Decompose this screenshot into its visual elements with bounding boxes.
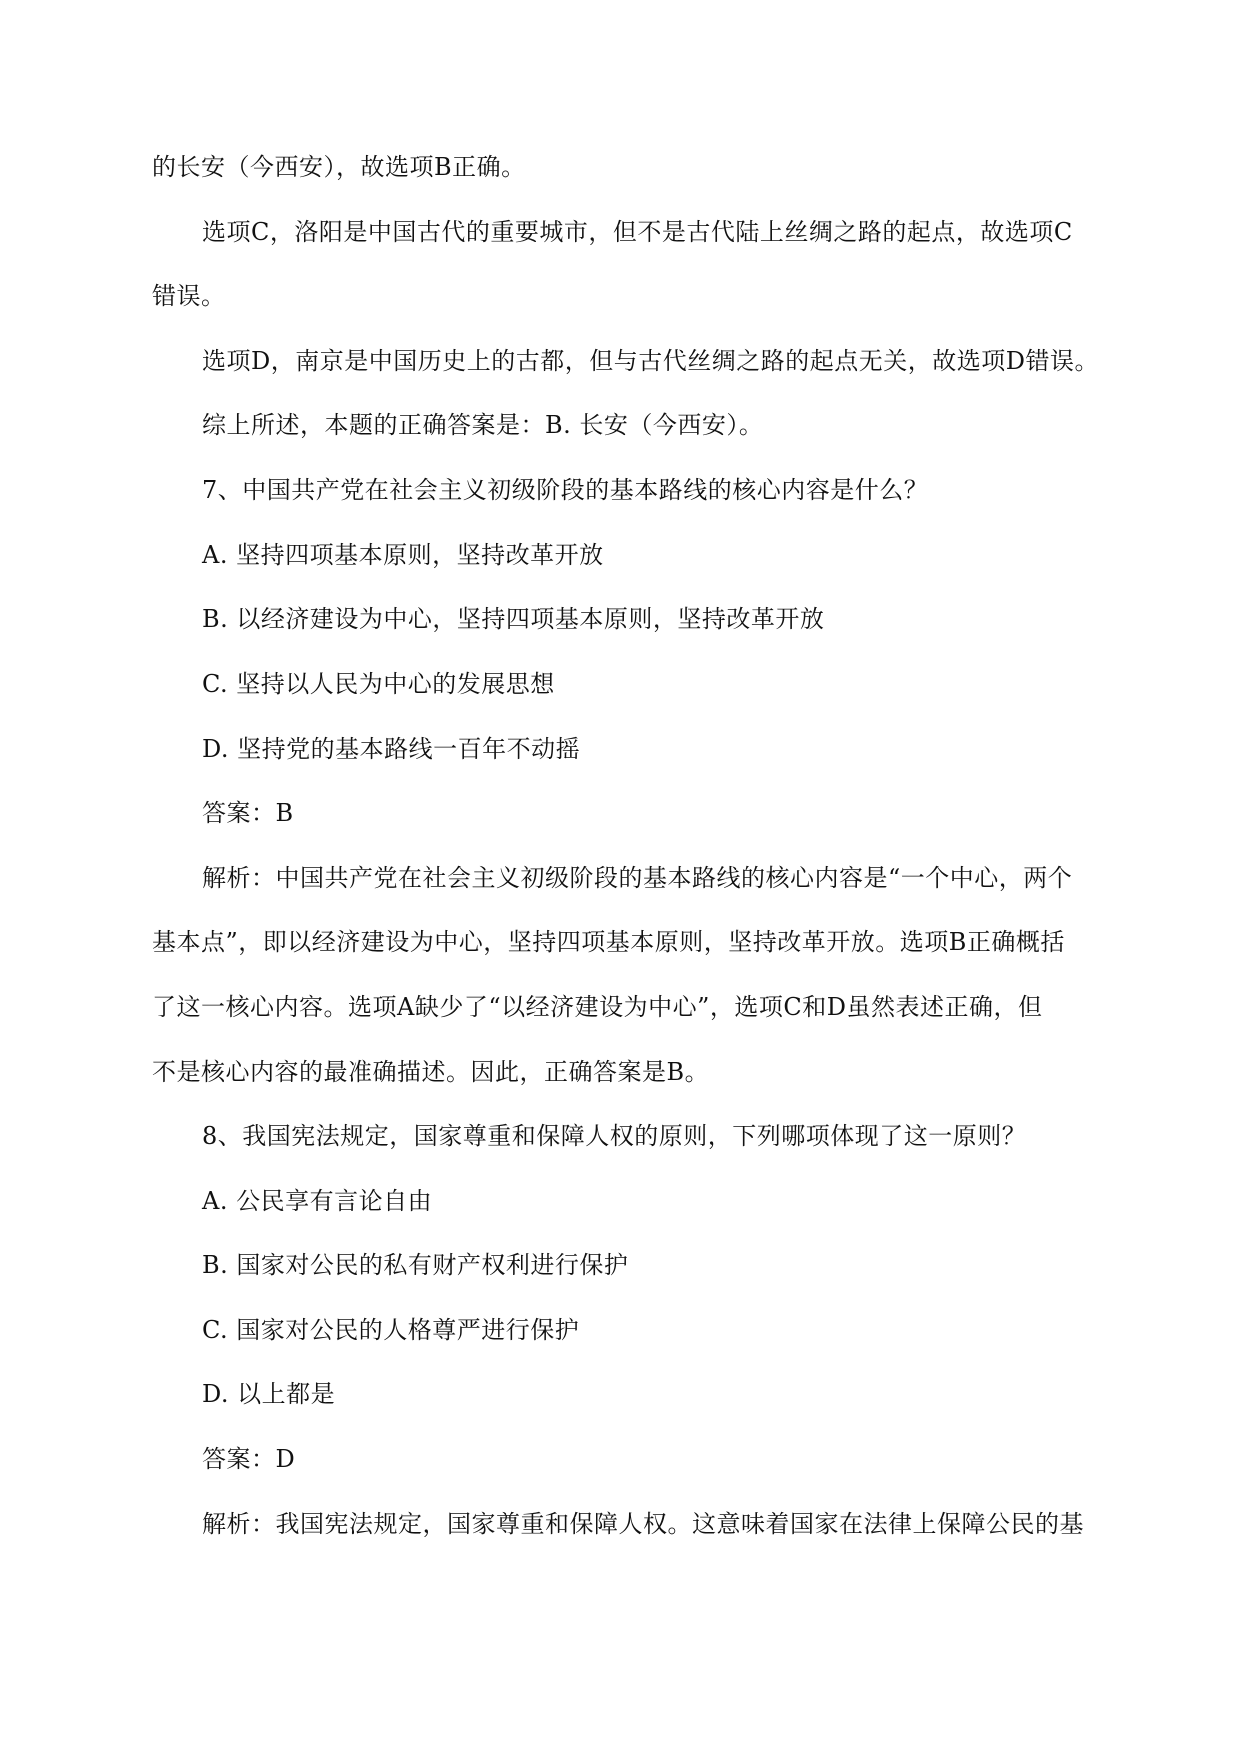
text-line-5: 综上所述，本题的正确答案是：B. 长安（今西安）。 <box>202 411 764 439</box>
question-8-option-c: C. 国家对公民的人格尊严进行保护 <box>202 1316 580 1344</box>
question-7-option-b: B. 以经济建设为中心，坚持四项基本原则，坚持改革开放 <box>202 605 825 633</box>
text-line-2: 选项C，洛阳是中国古代的重要城市，但不是古代陆上丝绸之路的起点，故选项C <box>202 218 1073 246</box>
question-7-analysis-line-4: 不是核心内容的最准确描述。因此，正确答案是B。 <box>152 1058 710 1086</box>
question-8-option-a: A. 公民享有言论自由 <box>202 1187 433 1215</box>
question-7-analysis-line-2: 基本点”，即以经济建设为中心，坚持四项基本原则，坚持改革开放。选项B正确概括 <box>152 928 1065 956</box>
question-7-option-c: C. 坚持以人民为中心的发展思想 <box>202 670 555 698</box>
question-8-answer: 答案：D <box>202 1445 296 1473</box>
question-7-option-a: A. 坚持四项基本原则，坚持改革开放 <box>202 541 604 569</box>
text-line-4: 选项D，南京是中国历史上的古都，但与古代丝绸之路的起点无关，故选项D错误。 <box>202 347 1099 375</box>
question-7-answer: 答案：B <box>202 799 294 827</box>
text-line-1: 的长安（今西安），故选项B正确。 <box>152 153 526 181</box>
question-7-analysis-line-3: 了这一核心内容。选项A缺少了“以经济建设为中心”，选项C和D虽然表述正确，但 <box>152 993 1043 1021</box>
question-8-analysis-line-1: 解析：我国宪法规定，国家尊重和保障人权。这意味着国家在法律上保障公民的基 <box>202 1510 1084 1538</box>
question-7-option-d: D. 坚持党的基本路线一百年不动摇 <box>202 735 581 763</box>
question-8-title: 8、我国宪法规定，国家尊重和保障人权的原则，下列哪项体现了这一原则？ <box>202 1122 1027 1150</box>
question-7-analysis-line-1: 解析：中国共产党在社会主义初级阶段的基本路线的核心内容是“一个中心，两个 <box>202 864 1073 892</box>
question-8-option-d: D. 以上都是 <box>202 1380 336 1408</box>
text-line-3: 错误。 <box>152 282 226 310</box>
question-8-option-b: B. 国家对公民的私有财产权利进行保护 <box>202 1251 629 1279</box>
question-7-title: 7、中国共产党在社会主义初级阶段的基本路线的核心内容是什么？ <box>202 476 929 504</box>
